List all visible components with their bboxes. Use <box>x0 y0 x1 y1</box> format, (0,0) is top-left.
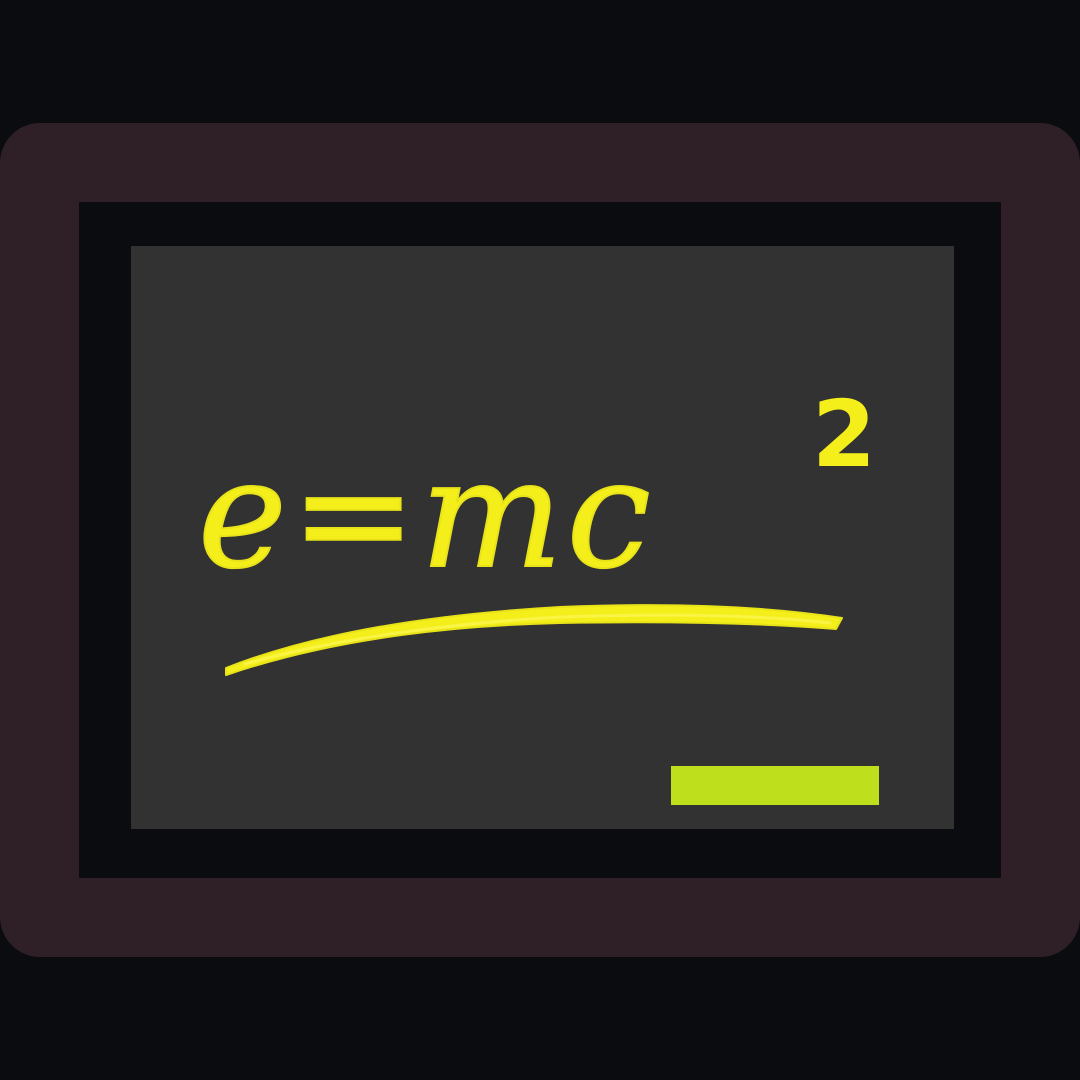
chalk-eraser-icon <box>671 766 879 805</box>
equation-base-text: e=mc <box>198 428 655 602</box>
equation-exponent-text: 2 <box>812 381 877 488</box>
